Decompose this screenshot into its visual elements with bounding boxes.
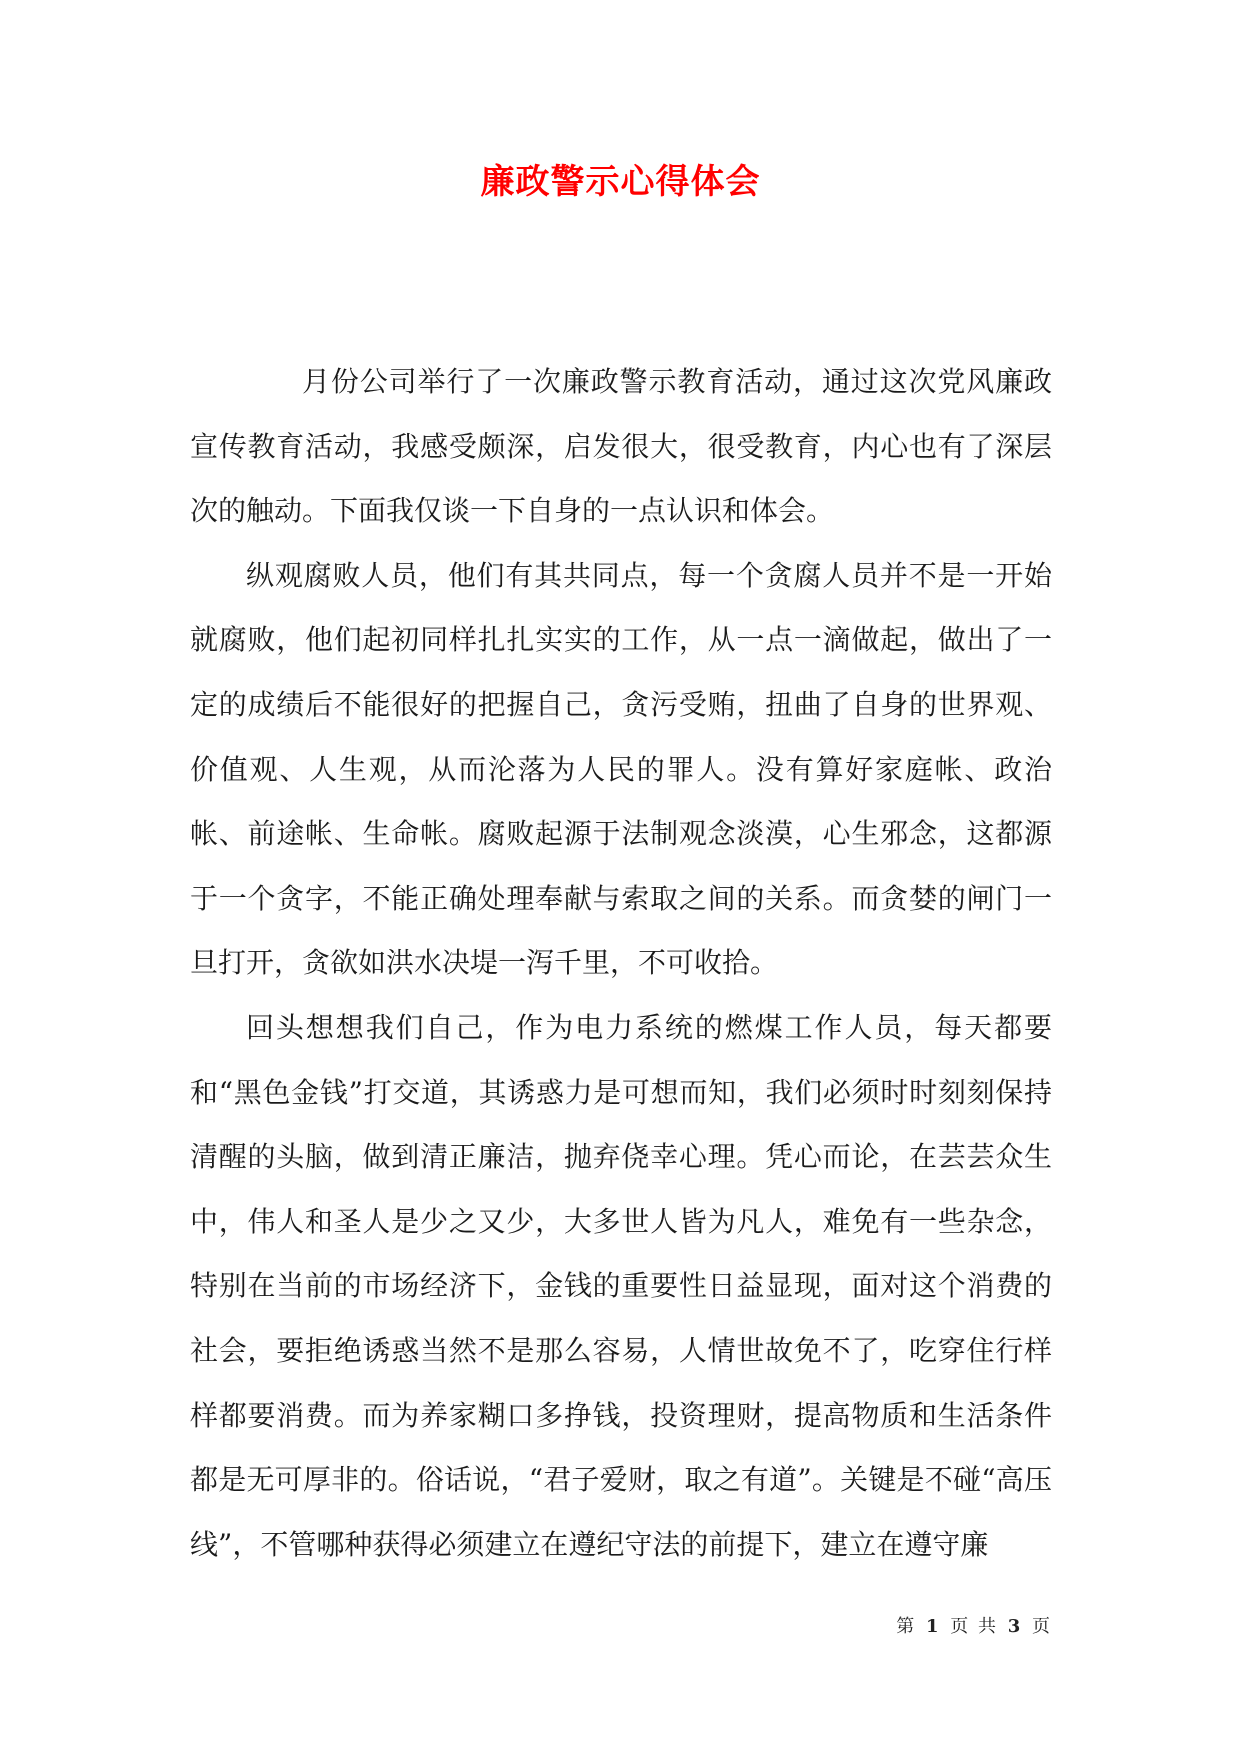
document-body — [190, 350, 1052, 1577]
document-title: 廉政警示心得体会 — [480, 162, 761, 202]
footer-middle: 页 共 — [950, 1616, 998, 1637]
footer-prefix: 第 — [896, 1616, 917, 1637]
total-page-number: 3 — [1007, 1616, 1023, 1637]
paragraph-1: 月份公司举行了一次廉政警示教育活动，通过这次党风廉政宣传教育活动，我感受颇深，启发很大，很受教育，内心也有了深层次的触动。下面我仅谈一下自身的一点认识和体会。 — [190, 365, 1052, 528]
page-number-footer — [896, 1616, 1052, 1638]
paragraph-2: 纵观腐败人员，他们有其共同点，每一个贪腐人员并不是一开始就腐败，他们起初同样扎扎实实的工作，从一点一滴做起，做出了一定的成绩后不能很好的把握自己，贪污受贿，扭曲了自身的世界观、价值观、人生观，从而沦落为人民的罪人。没有算好家庭帐、政治帐、前途帐、生命帐。腐败起源于法制观念淡漠，心生邪念，这都源于一个贪字，不能正确处理奉献与索取之间的关系。而贪婪的闸门一旦打开，贪欲如洪水决堤一泻千里，不可收拾。 — [190, 558, 1052, 980]
current-page-number: 1 — [926, 1616, 941, 1637]
paragraph-3: 回头想想我们自己，作为电力系统的燃煤工作人员，每天都要和“黑色金钱”打交道，其诱惑力是可想而知，我们必须时时刻刻保持清醒的头脑，做到清正廉洁，抛弃侥幸心理。凭心而论，在芸芸众生中，伟人和圣人是少之又少，大多世人皆为凡人，难免有一些杂念，特别在当前的市场经济下，金钱的重要性日益显现，面对这个消费的社会，要拒绝诱惑当然不是那么容易，人情世故免不了，吃穿住行样样都要消费。而为养家糊口多挣钱，投资理财，提高物质和生活条件都是无可厚非的。俗话说，“君子爱财，取之有道”。关键是不碰“高压线”，不管哪种获得必须建立在遵纪守法的前提下，建立在遵守廉 — [190, 1010, 1052, 1561]
footer-suffix: 页 — [1032, 1616, 1052, 1637]
